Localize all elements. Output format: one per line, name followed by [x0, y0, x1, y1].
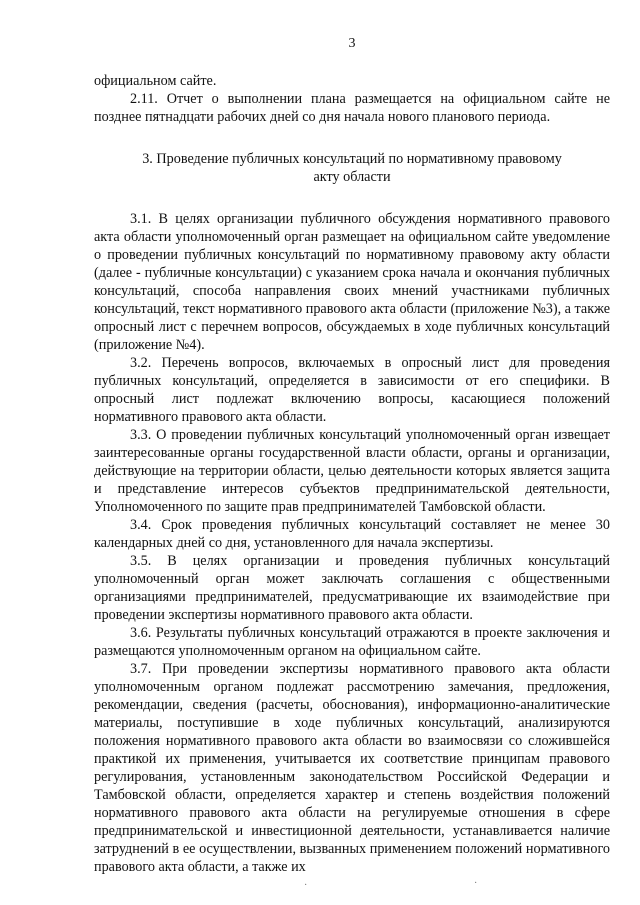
paragraph-3-1: 3.1. В целях организации публичного обсуждения нормативного правового акта области уполномоченный орган размещает на официальном сайте уведомление о проведении публичных консультаций по нормативному правовому акту области (далее - публичные консультации) с указанием срока начала и окончания публичных консультаций, способа направления своих мнений участниками публичных консультаций, текст нормативного правового акта области (приложение №3), а также опросный лист с перечнем вопросов, обсуждаемых в ходе публичных консультаций (приложение №4).	[94, 211, 610, 353]
section-title	[114, 150, 590, 186]
paragraph-3-6: 3.6. Результаты публичных консультаций отражаются в проекте заключения и размещаются уполномоченным органом на официальном сайте.	[94, 625, 610, 659]
section-title-line-2: акту области	[313, 169, 391, 185]
paragraph-3-7: 3.7. При проведении экспертизы нормативного правового акта области уполномоченным органом подлежат рассмотрению замечания, предложения, рекомендации, сведения (расчеты, обоснования), информационно-аналитические материалы, поступившие в ходе публичных консультаций, анализируются положения нормативного правового акта области во взаимосвязи со сложившейся практикой их применения, учитывается их соответствие принципам правового регулирования, установленным законодательством Российской Федерации и Тамбовской области, определяется характер и степень воздействия положений нормативного правового акта области на регулируемые отношения в сфере предпринимательской и инвестиционной деятельности, устанавливается наличие затруднений в ее осуществлении, вызванных применением положений нормативного правового акта области, а также их	[94, 661, 610, 875]
scan-speck: ·	[304, 880, 308, 891]
paragraph-2-11: 2.11. Отчет о выполнении плана размещается на официальном сайте не позднее пятнадцати рабочих дней со дня начала нового планового периода.	[94, 91, 610, 125]
scan-speck: ·	[474, 878, 478, 889]
paragraph-3-3: 3.3. О проведении публичных консультаций уполномоченный орган извещает заинтересованные органы государственной власти области, органы и организации, действующие на территории области, целью деятельности которых является защита и представление интересов субъектов предпринимательской деятельности, Уполномоченного по защите прав предпринимателей Тамбовской области.	[94, 427, 610, 515]
continuation-text: официальном сайте.	[94, 73, 217, 89]
page-number: 3	[348, 36, 356, 51]
paragraph-3-2: 3.2. Перечень вопросов, включаемых в опросный лист для проведения публичных консультаций, определяется в зависимости от его специфики. В опросный лист подлежат включению вопросы, касающиеся положений нормативного правового акта области.	[94, 355, 610, 425]
paragraph-3-4: 3.4. Срок проведения публичных консультаций составляет не менее 30 календарных дней со дня, установленного для начала экспертизы.	[94, 517, 610, 551]
section-title-line-1: 3. Проведение публичных консультаций по нормативному правовому	[142, 151, 562, 167]
paragraph-3-5: 3.5. В целях организации и проведения публичных консультаций уполномоченный орган может заключать соглашения с общественными организациями предпринимателей, предусматривающие их взаимодействие при проведении экспертизы нормативного правового акта области.	[94, 553, 610, 623]
